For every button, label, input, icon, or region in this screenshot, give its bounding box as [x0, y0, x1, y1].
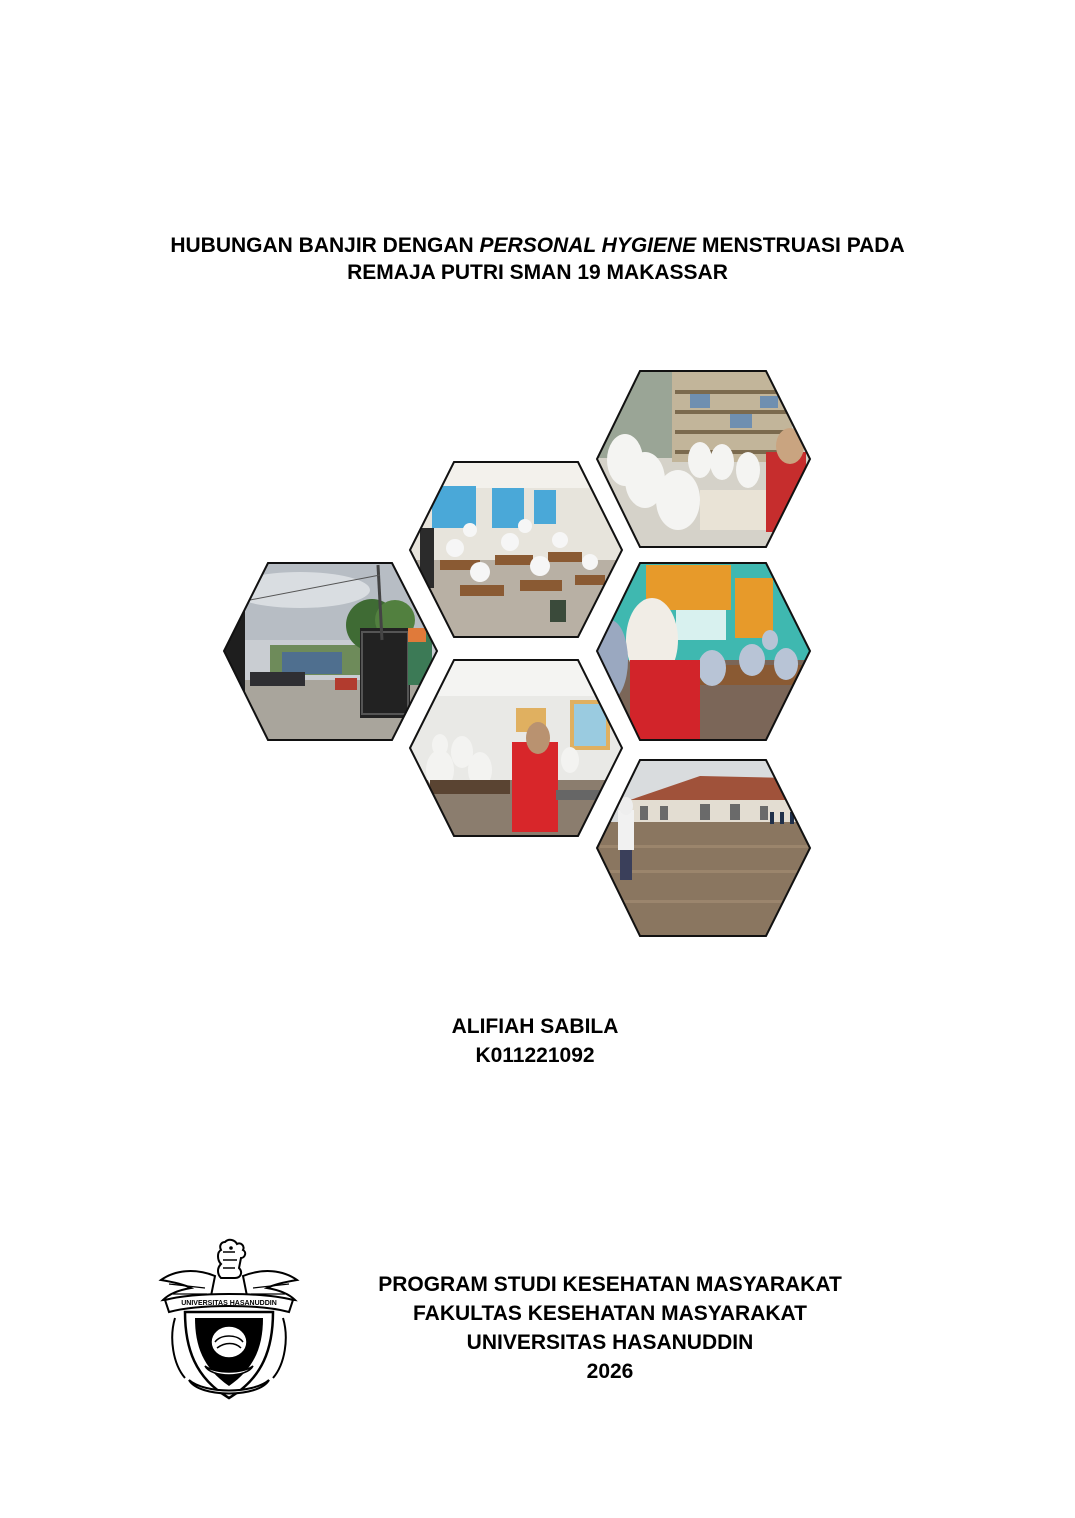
year: 2026 — [586, 1360, 634, 1383]
classroom-photo-2 — [592, 560, 814, 745]
classroom-photo-1 — [405, 458, 627, 643]
faculty-name: FAKULTAS KESEHATAN MASYARAKAT — [413, 1302, 807, 1325]
study-program: PROGRAM STUDI KESEHATAN MASYARAKAT — [378, 1273, 842, 1296]
university-emblem-icon — [155, 1238, 303, 1403]
school-gate-photo — [220, 560, 440, 745]
title-text: MENSTRUASI PADA — [696, 234, 905, 257]
title-italic-text: PERSONAL HYGIENE — [479, 234, 697, 257]
presentation-photo — [405, 656, 627, 841]
author-block — [385, 1012, 685, 1070]
institution-block — [340, 1270, 880, 1386]
logo-ribbon-text: UNIVERSITAS HASANUDDIN — [181, 1300, 277, 1307]
student-id: K011221092 — [475, 1044, 595, 1067]
university-name: UNIVERSITAS HASANUDDIN — [466, 1331, 754, 1354]
author-name: ALIFIAH SABILA — [451, 1015, 619, 1038]
title-line-2: REMAJA PUTRI SMAN 19 MAKASSAR — [347, 261, 728, 284]
title-text: HUBUNGAN BANJIR DENGAN — [170, 234, 480, 257]
flood-photo — [594, 756, 814, 942]
